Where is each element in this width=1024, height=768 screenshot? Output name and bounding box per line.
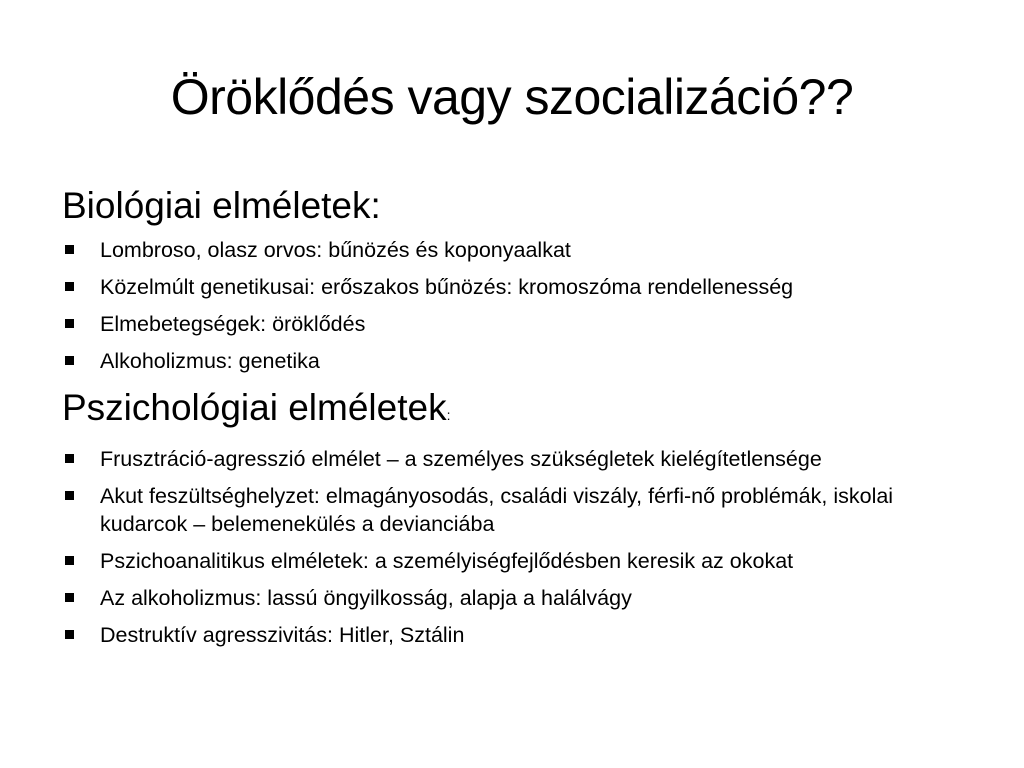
square-bullet-icon — [65, 356, 74, 365]
list-item-text: Lombroso, olasz orvos: bűnözés és koponyaalkat — [100, 238, 571, 262]
section-heading-biological-text: Biológiai elméletek: — [62, 185, 381, 226]
list-item — [62, 347, 982, 375]
square-bullet-icon — [65, 556, 74, 565]
square-bullet-icon — [65, 593, 74, 602]
square-bullet-icon — [65, 282, 74, 291]
list-item — [62, 310, 982, 338]
list-item-text: Az alkoholizmus: lassú öngyilkosság, alapja a halálvágy — [100, 586, 632, 610]
list-item — [62, 547, 982, 575]
square-bullet-icon — [65, 630, 74, 639]
bullet-list-psychological — [62, 445, 982, 649]
list-item-text: Elmebetegségek: öröklődés — [100, 312, 366, 336]
list-item — [62, 273, 982, 301]
slide-title: Öröklődés vagy szocializáció?? — [170, 69, 854, 125]
list-item-text: Pszichoanalitikus elméletek: a személyiségfejlődésben keresik az okokat — [100, 549, 794, 573]
section-heading-psychological-text: Pszichológiai elméletek — [62, 387, 447, 428]
square-bullet-icon — [65, 245, 74, 254]
list-item-text: Akut feszültséghelyzet: elmagányosodás, családi viszály, férfi-nő problémák, iskolai kudarcok – belemenekülés a devianciába — [100, 484, 894, 536]
list-item — [62, 621, 982, 649]
list-item — [62, 236, 982, 264]
slide-content — [62, 182, 982, 658]
square-bullet-icon — [65, 319, 74, 328]
list-item — [62, 584, 982, 612]
list-item — [62, 482, 982, 538]
section-heading-psychological — [62, 384, 982, 439]
list-item-text: Frusztráció-agresszió elmélet – a személyes szükségletek kielégítetlensége — [100, 447, 822, 471]
section-heading-biological — [62, 182, 982, 230]
list-item-text: Alkoholizmus: genetika — [100, 349, 320, 373]
list-item-text: Közelmúlt genetikusai: erőszakos bűnözés: kromoszóma rendellenesség — [100, 275, 794, 299]
list-item-text: Destruktív agresszivitás: Hitler, Sztálin — [100, 623, 465, 647]
square-bullet-icon — [65, 454, 74, 463]
square-bullet-icon — [65, 491, 74, 500]
list-item — [62, 445, 982, 473]
section-heading-psychological-suffix: : — [446, 407, 451, 423]
bullet-list-biological — [62, 236, 982, 375]
